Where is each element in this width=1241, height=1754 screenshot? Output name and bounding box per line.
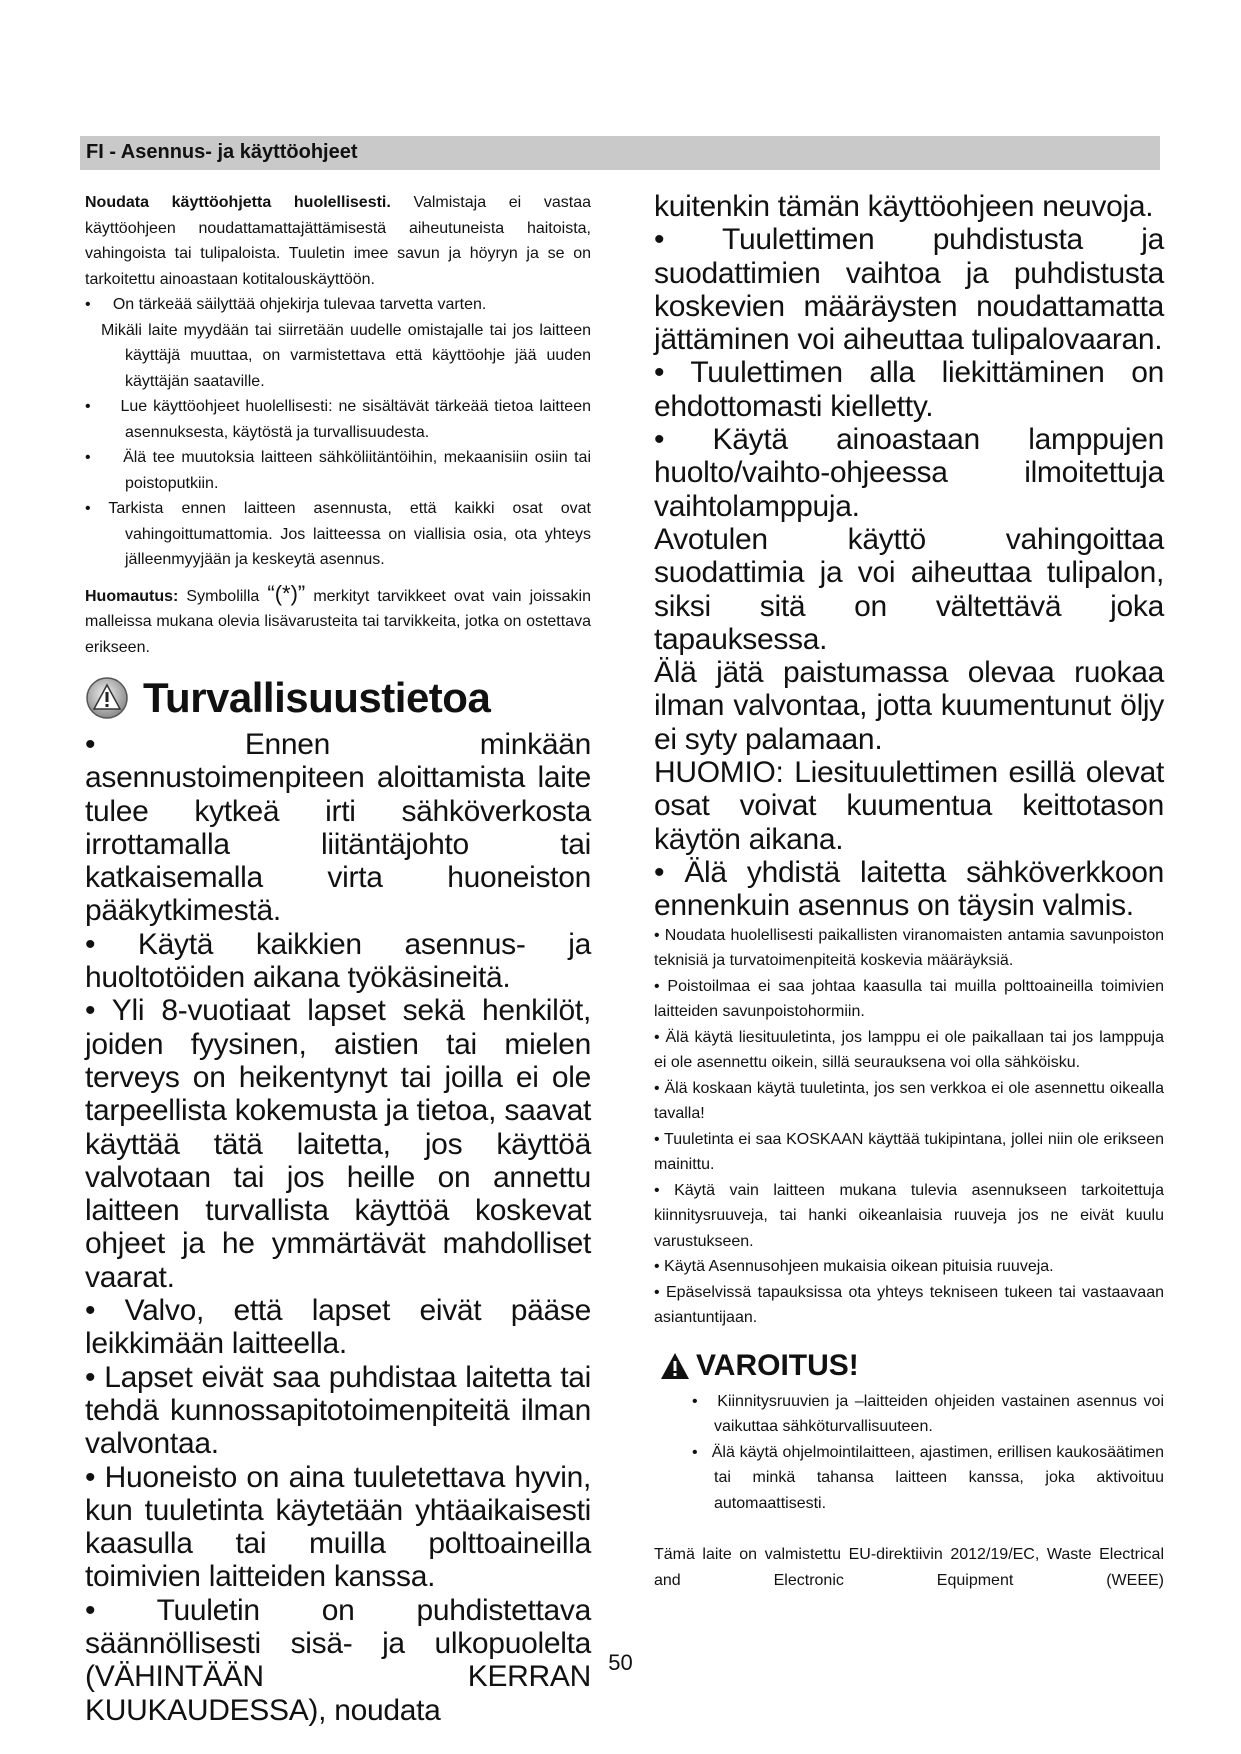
right-small-paragraph: • Noudata huolellisesti paikallisten viranomaisten antamia savunpoiston teknisiä ja turvatoimenpiteitä koskevia määräyksiä.	[654, 926, 1164, 970]
safety-paragraph: • Lapset eivät saa puhdistaa laitetta tai tehdä kunnossapitotoimenpiteitä ilman valvontaa.	[85, 1360, 591, 1461]
right-paragraph: • Tuulettimen puhdistusta ja suodattimien vaihtoa ja puhdistusta koskevien määräysten noudattamatta jättäminen voi aiheuttaa tulipalovaaran.	[654, 223, 1164, 357]
right-paragraph: Älä jätä paistumassa olevaa ruokaa ilman valvontaa, jotta kuumentunut öljy ei syty palamaan.	[654, 656, 1164, 756]
right-paragraph: • Älä yhdistä laitetta sähköverkkoon ennenkuin asennus on täysin valmis.	[654, 855, 1164, 923]
intro-bullet: Mikäli laite myydään tai siirretään uudelle omistajalle tai jos laitteen käyttäjä muuttaa, on varmistettava että käyttöohje jää uuden käyttäjän saataville.	[101, 321, 591, 390]
note-text-1: Symbolilla	[178, 587, 268, 605]
right-small-paragraph: • Epäselvissä tapauksissa ota yhteys tekniseen tukeen tai vastaavaan asiantuntijaan.	[654, 1283, 1164, 1327]
right-paragraph: • Tuulettimen alla liekittäminen on ehdottomasti kielletty.	[654, 356, 1164, 423]
safety-paragraph: • Huoneisto on aina tuuletettava hyvin, kun tuuletinta käytetään yhtäaikaisesti kaasulla tai muilla polttoaineilla toimivien laitteiden kanssa.	[85, 1460, 591, 1594]
intro-lead-bold: Noudata käyttöohjetta huolellisesti.	[85, 194, 391, 211]
right-paragraph: HUOMIO: Liesituulettimen esillä olevat osat voivat kuumentua keittotason käytön aikana.	[654, 756, 1164, 856]
warning-heading	[660, 1349, 1164, 1383]
right-column	[654, 190, 1164, 1593]
section-header-title: FI - Asennus- ja käyttöohjeet	[86, 141, 358, 163]
note-text-2: merkityt tarvikkeet ovat vain joissakin malleissa mukana olevia lisävarusteita tai tarvikkeita, jotka on ostettava erikseen.	[85, 587, 591, 656]
safety-paragraph: • Tuuletin on puhdistettava säännöllisesti sisä- ja ulkopuolelta (VÄHINTÄÄN KERRAN KUUKAUDESSA), noudata	[85, 1593, 591, 1727]
warning-title: VAROITUS!	[696, 1348, 859, 1382]
safety-paragraph: • Yli 8-vuotiaat lapset sekä henkilöt, joiden fyysinen, aistien tai mielen terveys on heikentynyt tai joilla ei ole tarpeellista kokemusta ja tietoa, saavat käyttää tätä laitetta, jos käyttöä valvotaan tai jos heille on annettu laitteen turvallista käyttöä koskevat ohjeet ja he ymmärtävät mahdolliset vaarat.	[85, 994, 591, 1294]
left-column	[85, 190, 591, 1727]
safety-paragraph: • Käytä kaikkien asennus- ja huoltotöiden aikana työkäsineitä.	[85, 927, 591, 995]
intro-bullet: • Älä tee muutoksia laitteen sähköliitäntöihin, mekaanisiin osiin tai poistoputkiin.	[85, 449, 591, 492]
safety-paragraph: • Valvo, että lapset eivät pääse leikkimään laitteella.	[85, 1294, 591, 1361]
warning-item: • Kiinnitysruuvien ja –laitteiden ohjeiden vastainen asennus voi vaikuttaa sähköturvallisuuteen.	[692, 1392, 1164, 1436]
safety-paragraph: • Ennen minkään asennustoimenpiteen aloittamista laite tulee kytkeä irti sähköverkosta irrottamalla liitäntäjohto tai katkaisemalla virta huoneiston pääkytkimestä.	[85, 728, 591, 928]
weee-paragraph: Tämä laite on valmistettu EU-direktiivin 2012/19/EC, Waste Electrical and Electronic Equipment (WEEE)	[654, 1546, 1164, 1589]
right-paragraph: kuitenkin tämän käyttöohjeen neuvoja.	[654, 190, 1154, 223]
intro-paragraph	[85, 190, 591, 292]
note-label: Huomautus:	[85, 587, 179, 605]
right-small-paragraph: • Poistoilmaa ei saa johtaa kaasulla tai muilla polttoaineilla toimivien laitteiden savunpoistohormiin.	[654, 977, 1164, 1021]
right-small-paragraph: • Käytä Asennusohjeen mukaisia oikean pituisia ruuveja.	[654, 1258, 1054, 1276]
right-paragraph: • Käytä ainoastaan lamppujen huolto/vaihto-ohjeessa ilmoitettuja vaihtolamppuja.	[654, 423, 1164, 523]
warning-triangle-icon	[660, 1352, 690, 1380]
right-small-paragraph: • Tuuletinta ei saa KOSKAAN käyttää tukipintana, jollei niin ole erikseen mainittu.	[654, 1130, 1164, 1174]
note-paragraph	[85, 581, 591, 661]
intro-bullet: • Tarkista ennen laitteen asennusta, että kaikki osat ovat vahingoittumattomia. Jos laitteessa on viallisia osia, ota yhteys jälleenmyyjään ja keskeytä asennus.	[85, 500, 591, 568]
right-small-paragraph: • Älä käytä liesituuletinta, jos lamppu ei ole paikallaan tai jos lamppuja ei ole asennettu oikein, sillä seurauksena voi olla sähköisku.	[654, 1028, 1164, 1072]
safety-heading	[85, 674, 591, 722]
section-header-bar	[80, 136, 1160, 170]
intro-bullet: • Lue käyttöohjeet huolellisesti: ne sisältävät tärkeää tietoa laitteen asennuksesta, käytöstä ja turvallisuudesta.	[85, 398, 591, 441]
intro-bullet: • On tärkeää säilyttää ohjekirja tulevaa tarvetta varten.	[85, 296, 487, 313]
page-number: 50	[608, 1650, 633, 1675]
right-small-paragraph: • Älä koskaan käytä tuuletinta, jos sen verkkoa ei ole asennettu oikealla tavalla!	[654, 1079, 1164, 1123]
right-small-paragraph: • Käytä vain laitteen mukana tulevia asennukseen tarkoitettuja kiinnitysruuveja, tai hanki oikeanlaisia ruuveja jos ne eivät kuulu varustukseen.	[654, 1181, 1164, 1250]
intro-lead-text: Valmistaja ei vastaa käyttöohjeen noudattamattajättämisestä aiheutuneista haitoista, vahingoista tai tulipaloista. Tuuletin imee savun ja höyryn ja se on tarkoitettu ainoastaan kotitalouskäyttöön.	[85, 194, 592, 288]
safety-title: Turvallisuustietoa	[143, 674, 491, 721]
note-symbol: “(*)”	[267, 580, 306, 606]
right-paragraph: Avotulen käyttö vahingoittaa suodattimia ja voi aiheuttaa tulipalon, siksi sitä on vältettävä joka tapauksessa.	[654, 522, 1164, 656]
warning-item: • Älä käytä ohjelmointilaitteen, ajastimen, erillisen kaukosäätimen tai minkä tahansa laitteen kanssa, joka aktivoituu automaattisesti.	[692, 1443, 1164, 1512]
warning-circle-icon	[85, 676, 129, 720]
